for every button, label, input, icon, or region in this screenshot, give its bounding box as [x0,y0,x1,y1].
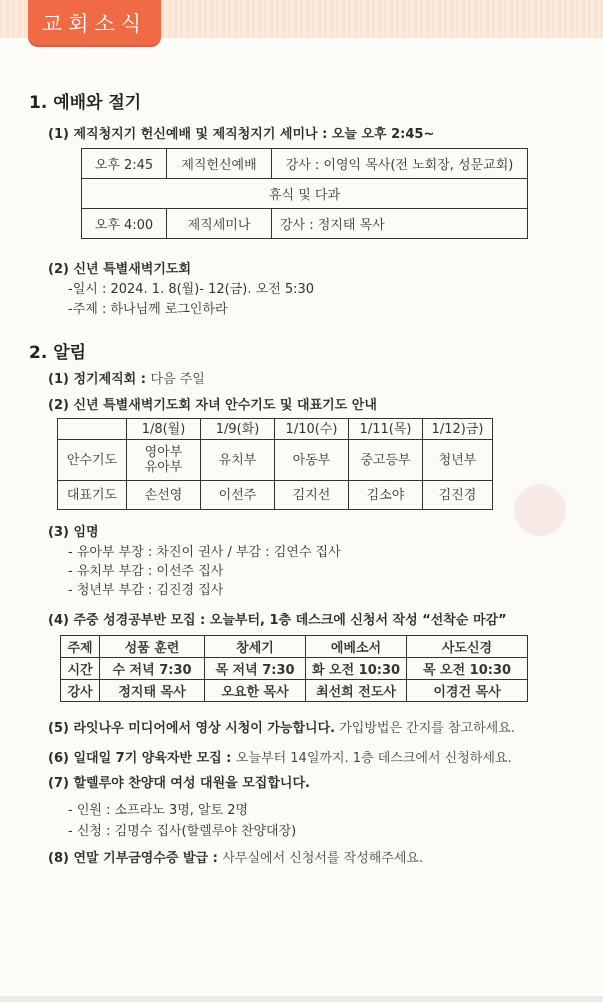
table-header: 1/9(화) [201,419,275,440]
table-cell: 중고등부 [349,440,423,481]
worship-table [81,148,528,239]
item-line: - 유아부 부장 : 차진이 권사 / 부감 : 김연수 집사 [68,545,341,560]
watermark-circle [514,484,566,536]
table-cell: 아동부 [275,440,349,481]
item-title: (6) 일대일 7기 양육자반 모집 : 오늘부터 14일까지. 1층 데스크에서 신청하세요. [48,751,512,766]
table-header: 1/12)금) [423,419,493,440]
table-cell [58,419,127,440]
table-header: 성품 훈련 [100,636,205,658]
table-cell: 오후 2:45 [82,149,167,179]
table-cell: 오요한 목사 [205,680,306,702]
bottom-edge [0,996,603,1002]
item-line: -일시 : 2024. 1. 8(월)- 12(금). 오전 5:30 [68,282,315,297]
table-header: 에베소서 [306,636,407,658]
item-title: (5) 라잇나우 미디어에서 영상 시청이 가능합니다. 가입방법은 간지를 참고하세요. [48,721,515,736]
table-header: 1/8(월) [127,419,201,440]
table-cell: 목 저녁 7:30 [205,658,306,680]
table-cell: 휴식 및 다과 [82,179,528,209]
table-cell: 제직헌신예배 [167,149,272,179]
item-title: (7) 할렐루야 찬양대 여성 대원을 모집합니다. [48,776,310,791]
prayer-table [57,418,493,510]
table-cell: 김진경 [423,481,493,510]
table-cell: 정지태 목사 [100,680,205,702]
section-title-notice: 2. 알림 [29,343,87,363]
table-cell: 김지선 [275,481,349,510]
table-cell: 손선영 [127,481,201,510]
table-header: 주제 [61,636,100,658]
item-title: (2) 신년 특별새벽기도회 자녀 안수기도 및 대표기도 안내 [48,398,377,413]
table-cell: 화 오전 10:30 [306,658,407,680]
table-cell: 유치부 [201,440,275,481]
item-title: (8) 연말 기부금영수증 발급 : 사무실에서 신청서를 작성해주세요. [48,851,424,866]
item-line: - 신청 : 김명수 집사(할렐루야 찬양대장) [68,824,297,839]
table-cell: 이경건 목사 [407,680,528,702]
table-header: 사도신경 [407,636,528,658]
table-cell: 대표기도 [58,481,127,510]
item-line: - 청년부 부감 : 김진경 집사 [68,583,224,598]
table-cell: 강사 [61,680,100,702]
table-header: 1/11(목) [349,419,423,440]
item-title: (3) 임명 [48,525,99,540]
table-cell: 김소야 [349,481,423,510]
table-cell: 청년부 [423,440,493,481]
table-cell: 목 오전 10:30 [407,658,528,680]
item-title: (1) 제직청지기 헌신예배 및 제직청지기 세미나 : 오늘 오후 2:45~ [48,127,435,142]
item-title: (2) 신년 특별새벽기도회 [48,262,192,277]
item-title: (1) 정기제직회 : 다음 주일 [48,372,205,387]
study-table [60,635,528,702]
item-line: - 인원 : 소프라노 3명, 알토 2명 [68,803,249,818]
item-line: - 유치부 부감 : 이선주 집사 [68,564,224,579]
table-cell: 강사 : 정지태 목사 [272,209,528,239]
table-cell: 수 저녁 7:30 [100,658,205,680]
item-line: -주제 : 하나님께 로그인하라 [68,302,228,317]
table-cell: 안수기도 [58,440,127,481]
table-cell: 영아부 유아부 [127,440,201,481]
section-title-worship: 1. 예배와 절기 [29,93,142,113]
item-title: (4) 주중 성경공부반 모집 : 오늘부터, 1층 데스크에 신청서 작성 “선착순 마감” [48,613,507,628]
table-cell: 이선주 [201,481,275,510]
table-header: 1/10(수) [275,419,349,440]
page-title: 교회소식 [28,0,161,45]
table-cell: 시간 [61,658,100,680]
table-header: 창세기 [205,636,306,658]
table-cell: 강사 : 이영익 목사(전 노회장, 성문교회) [272,149,528,179]
table-cell: 제직세미나 [167,209,272,239]
table-cell: 최선희 전도사 [306,680,407,702]
table-cell: 오후 4:00 [82,209,167,239]
